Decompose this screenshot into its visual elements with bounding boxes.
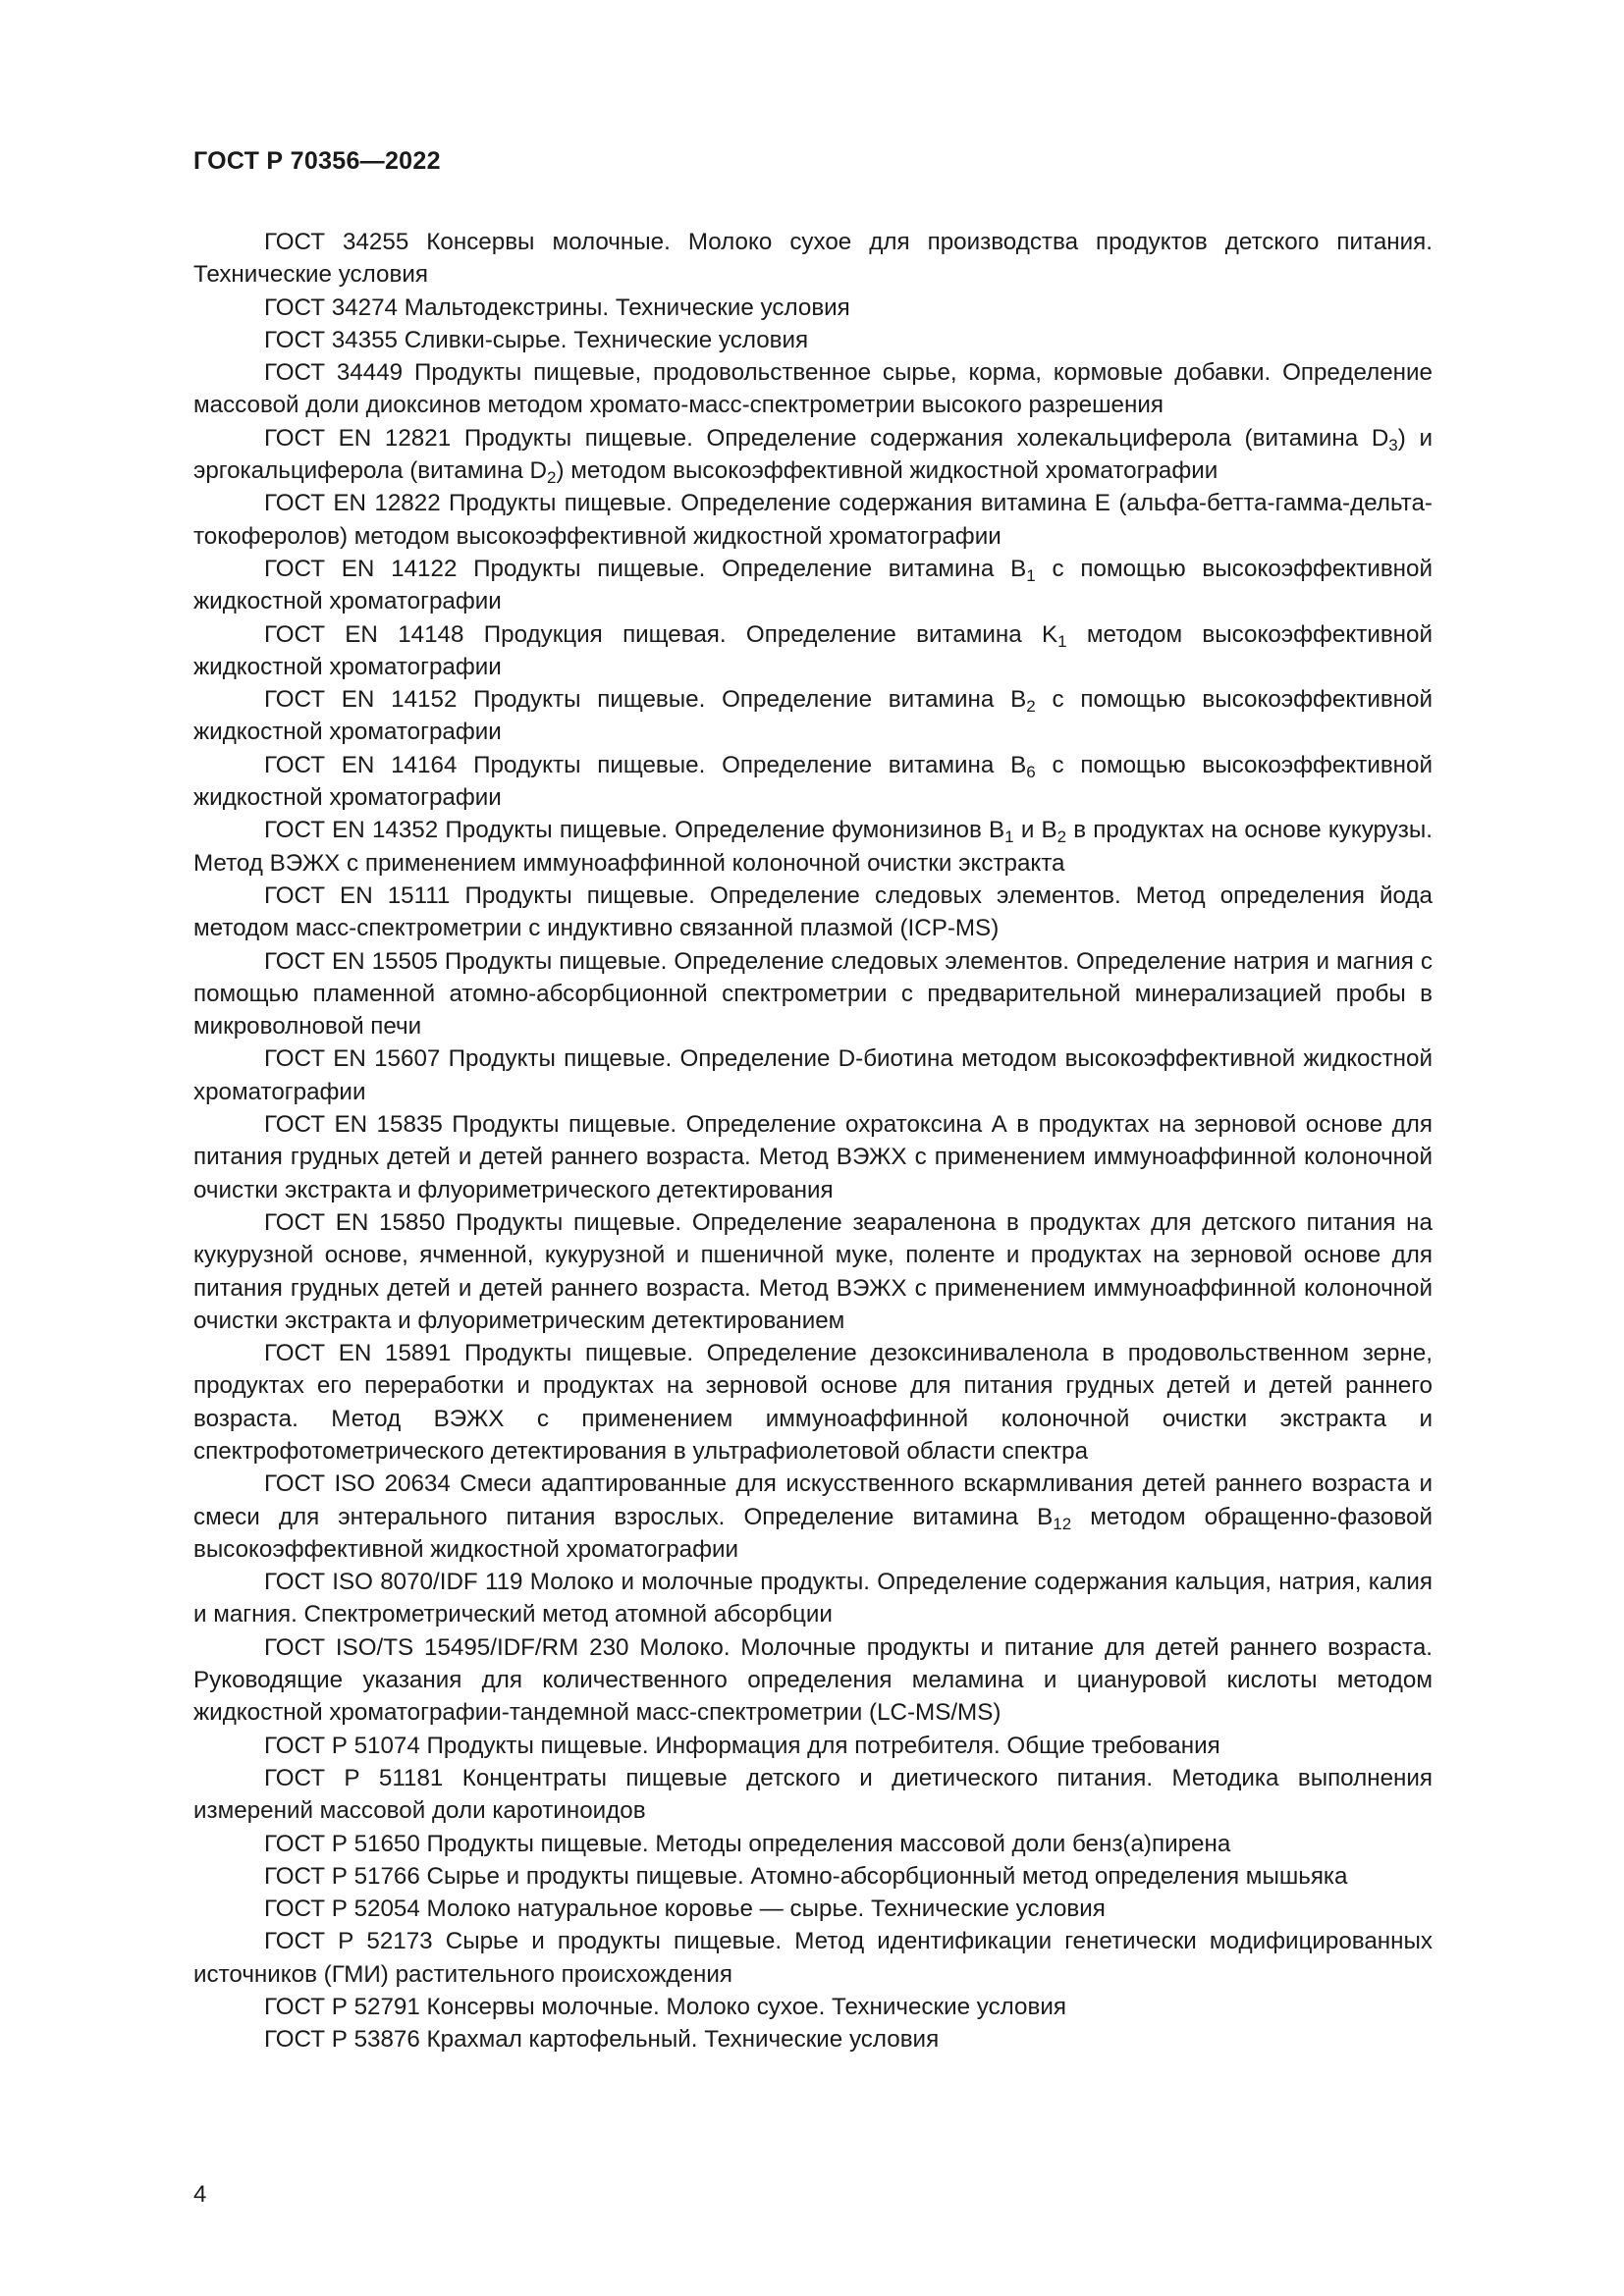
reference-item: ГОСТ EN 12822 Продукты пищевые. Определение содержания витамина Е (альфа-бетта-гамма-дельта-токоферолов) методом высокоэффективной жидкостной хроматографии [193, 490, 1433, 550]
normative-references-list [193, 226, 1433, 2056]
subscript: 1 [1004, 828, 1014, 847]
reference-item: ГОСТ Р 51074 Продукты пищевые. Информация для потребителя. Общие требования [264, 1732, 1220, 1759]
subscript: 2 [1056, 828, 1067, 847]
reference-item: ГОСТ EN 15505 Продукты пищевые. Определение следовых элементов. Определение натрия и магния с помощью пламенной атомно-абсорбционной спектрометрии с предварительной минерализацией пробы в микроволновой печи [193, 947, 1433, 1041]
reference-item: ГОСТ Р 52173 Сырье и продукты пищевые. Метод идентификации генетически модифицированных источников (ГМИ) растительного происхождения [193, 1928, 1433, 1988]
subscript: 2 [1026, 697, 1036, 717]
reference-item: ГОСТ EN 14352 Продукты пищевые. Определение фумонизинов $B_1$ и $B_2$ в продуктах на основе кукурузы. Метод ВЭЖХ с применением иммуноаффинной колоночной очистки экстракта [193, 817, 1433, 877]
reference-item: ГОСТ EN 14164 Продукты пищевые. Определение витамина $B_6$ с помощью высокоэффективной жидкостной хроматографии [193, 751, 1434, 812]
subscript: 6 [1026, 762, 1036, 781]
reference-item: ГОСТ 34449 Продукты пищевые, продовольственное сырье, корма, кормовые добавки. Определение массовой доли диоксинов методом хромато-масс-спектрометрии высокого разрешения [193, 359, 1433, 419]
page-header-standard-id: ГОСТ Р 70356—2022 [193, 147, 441, 175]
reference-item: ГОСТ EN 15891 Продукты пищевые. Определение дезоксиниваленола в продовольственном зерне, продуктах его переработки и продуктах на зерновой основе для питания грудных детей и детей раннего возраста. Метод ВЭЖХ с применением иммуноаффинной колоночной очистки экстракта и спектрофотометрического детектирования в ультрафиолетовой области спектра [193, 1340, 1433, 1465]
reference-item: ГОСТ Р 51181 Концентраты пищевые детского и диетического питания. Методика выполнения измерений массовой доли каротиноидов [193, 1764, 1433, 1825]
reference-item: ГОСТ ISO 8070/IDF 119 Молоко и молочные продукты. Определение содержания кальция, натрия, калия и магния. Спектрометрический метод атомной абсорбции [193, 1569, 1433, 1629]
reference-item: ГОСТ EN 14122 Продукты пищевые. Определение витамина $B_1$ с помощью высокоэффективной жидкостной хроматографии [193, 555, 1434, 615]
reference-item: ГОСТ ISO 20634 Смеси адаптированные для искусственного вскармливания детей раннего возраста и смеси для энтерального питания взрослых. Определение витамина $B_{12}$ методом обращенно-фазовой высокоэффективной жидкостной хроматографии [193, 1470, 1433, 1563]
reference-item: ГОСТ EN 15835 Продукты пищевые. Определение охратоксина А в продуктах на зерновой основе для питания грудных детей и детей раннего возраста. Метод ВЭЖХ с применением иммуноаффинной колоночной очистки экстракта и флуориметрического детектирования [193, 1111, 1433, 1203]
reference-item: ГОСТ EN 15607 Продукты пищевые. Определение D-биотина методом высокоэффективной жидкостной хроматографии [193, 1045, 1433, 1105]
reference-item: ГОСТ Р 53876 Крахмал картофельный. Технические условия [264, 2026, 940, 2054]
reference-item: ГОСТ 34274 Мальтодекстрины. Технические условия [264, 294, 850, 321]
reference-item: ГОСТ EN 12821 Продукты пищевые. Определение содержания холекальциферола (витамина $D_3$) и эргокальциферола (витамина $D_2$) методом высокоэффективной жидкостной хроматографии [193, 424, 1433, 488]
reference-item: ГОСТ EN 15850 Продукты пищевые. Определение зеараленона в продуктах для детского питания на кукурузной основе, ячменной, кукурузной и пшеничной муке, поленте и продуктах на зерновой основе для питания грудных детей и детей раннего возраста. Метод ВЭЖХ с применением иммуноаффинной колоночной очистки экстракта и флуориметрическим детектированием [193, 1208, 1433, 1334]
reference-item: ГОСТ EN 14152 Продукты пищевые. Определение витамина $B_2$ с помощью высокоэффективной жидкостной хроматографии [193, 686, 1434, 746]
reference-item: ГОСТ Р 52791 Консервы молочные. Молоко сухое. Технические условия [264, 1994, 1066, 2021]
subscript: 1 [1026, 565, 1036, 585]
reference-item: ГОСТ Р 51650 Продукты пищевые. Методы определения массовой доли бенз(а)пирена [264, 1830, 1231, 1857]
reference-item: ГОСТ ISO/TS 15495/IDF/RM 230 Молоко. Молочные продукты и питание для детей раннего возраста. Руководящие указания для количественного определения меламина и циануровой кислоты методом жидкостной хроматографии-тандемной масс-спектрометрии (LC-MS/MS) [193, 1633, 1433, 1727]
subscript: 2 [547, 468, 557, 488]
reference-item: ГОСТ EN 15111 Продукты пищевые. Определение следовых элементов. Метод определения йода методом масс-спектрометрии с индуктивно связанной плазмой (ICP-MS) [193, 881, 1433, 942]
subscript: 1 [1057, 631, 1067, 651]
reference-item: ГОСТ EN 14148 Продукция пищевая. Определение витамина $K_1$ методом высокоэффективной жидкостной хроматографии [193, 620, 1433, 680]
page-number: 4 [193, 2181, 207, 2208]
subscript: 12 [1053, 1514, 1072, 1533]
reference-item: ГОСТ Р 51766 Сырье и продукты пищевые. Атомно-абсорбционный метод определения мышьяка [264, 1862, 1348, 1890]
reference-item: ГОСТ 34355 Сливки-сырье. Технические условия [264, 326, 809, 353]
reference-item: ГОСТ Р 52054 Молоко натуральное коровье — сырье. Технические условия [264, 1896, 1106, 1923]
reference-item: ГОСТ 34255 Консервы молочные. Молоко сухое для производства продуктов детского питания. Технические условия [193, 229, 1433, 289]
subscript: 3 [1388, 435, 1398, 454]
